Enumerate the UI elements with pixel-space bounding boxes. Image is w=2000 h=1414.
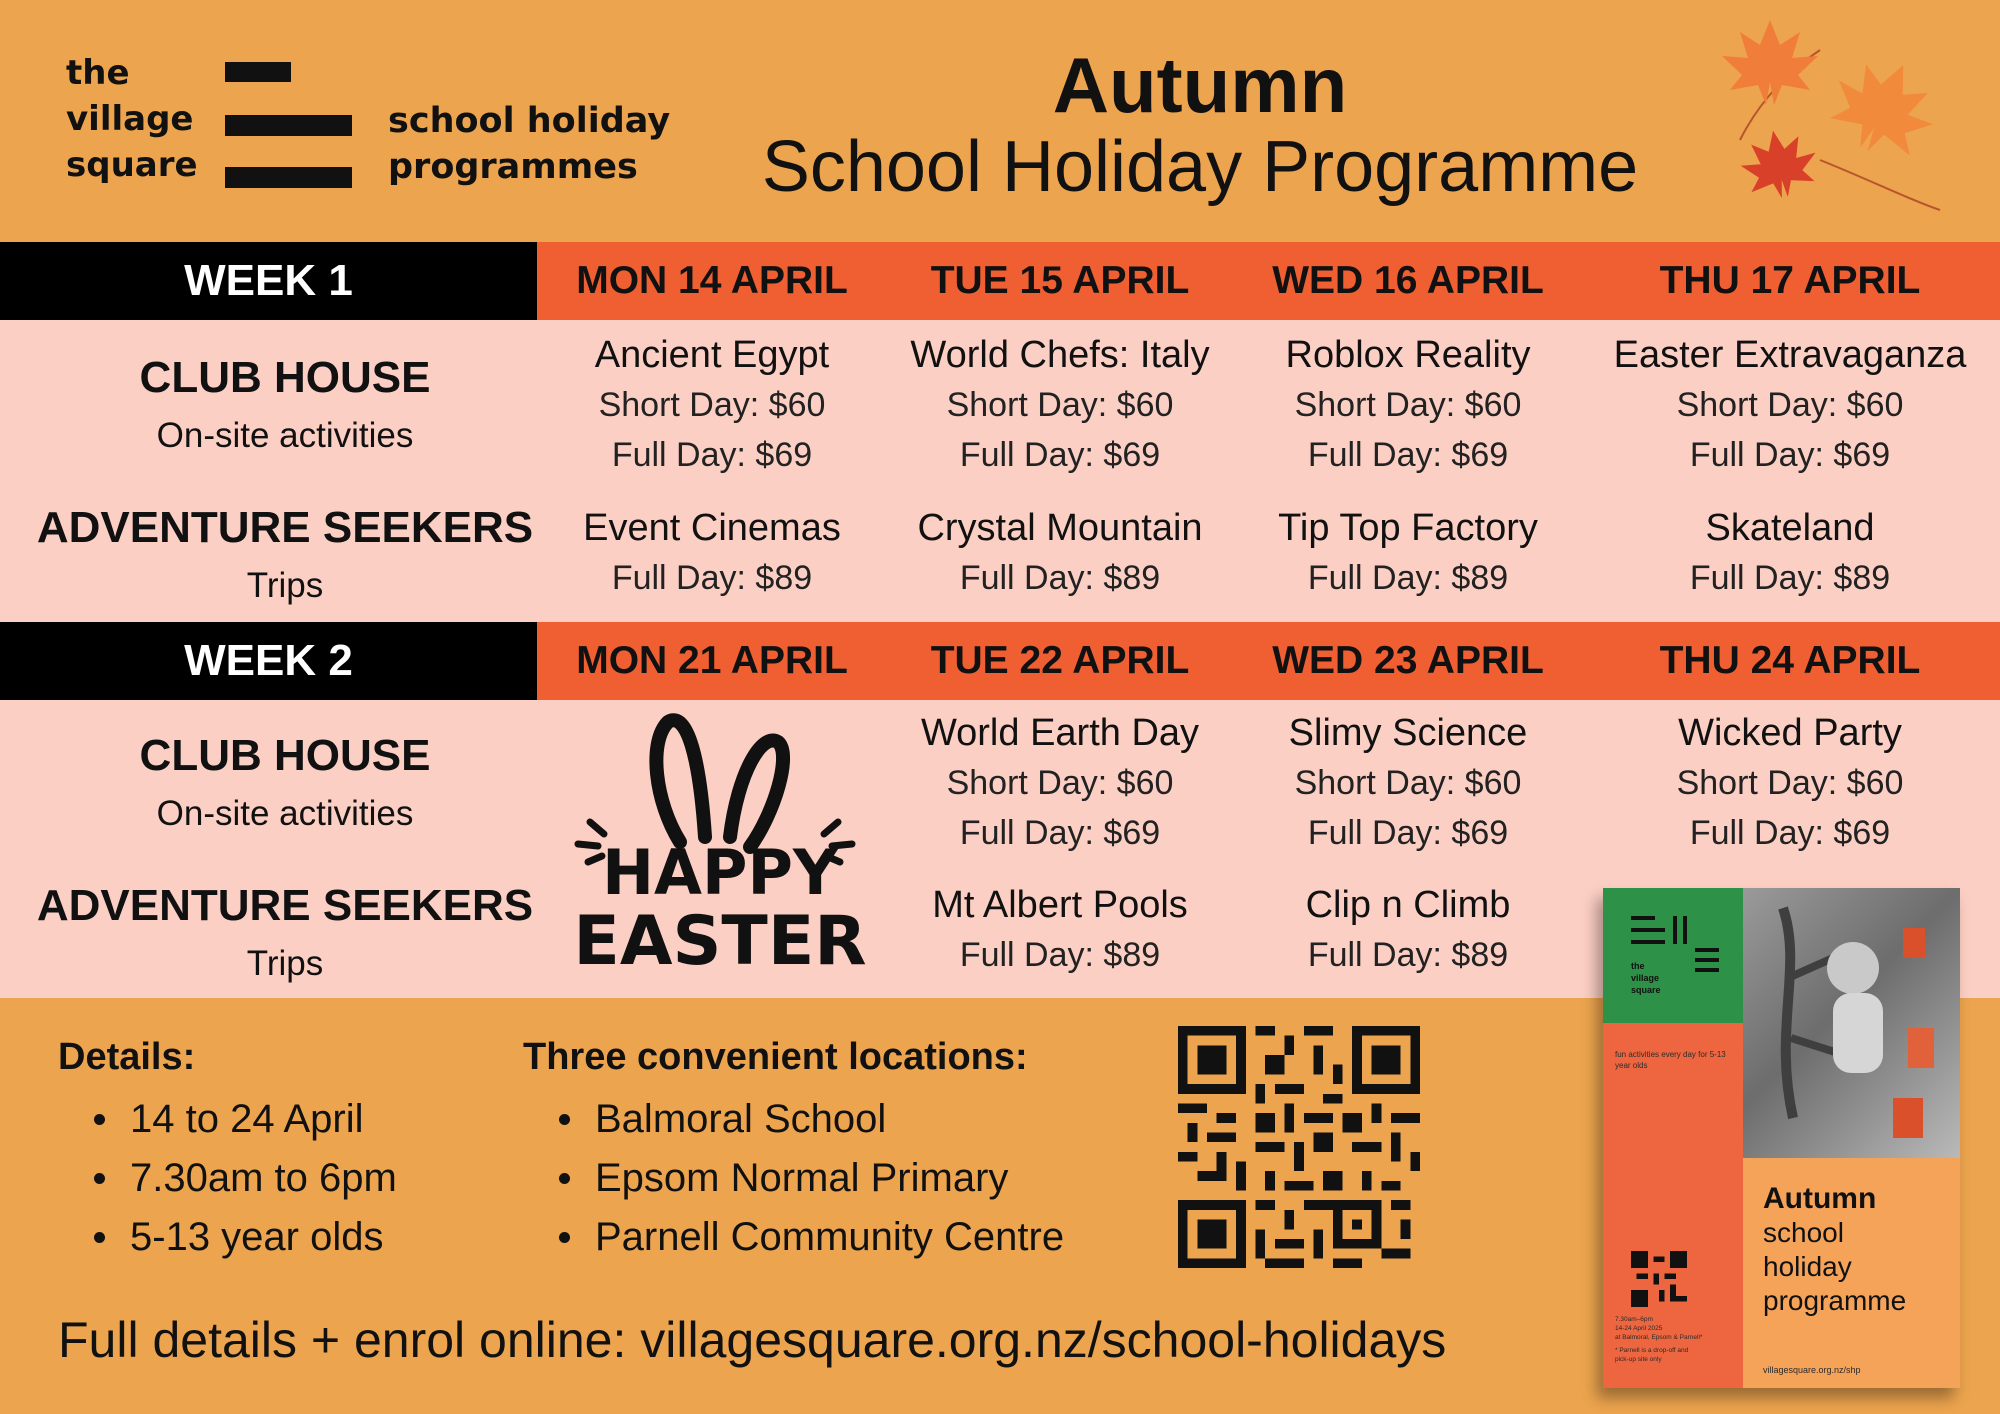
list-item bbox=[130, 1149, 397, 1208]
day-header: WED 16 APRIL bbox=[1272, 259, 1544, 302]
activity-name: Mt Albert Pools bbox=[932, 884, 1188, 926]
activity-cell bbox=[1233, 880, 1583, 980]
poster-fine-line: pick-up site only bbox=[1615, 1356, 1662, 1363]
activity-name: World Earth Day bbox=[920, 712, 1200, 754]
list-item-text: Balmoral School bbox=[595, 1097, 887, 1141]
poster-subtitle bbox=[1763, 1216, 1906, 1318]
price: Short Day: $60 bbox=[1676, 386, 1904, 424]
price: Full Day: $89 bbox=[1689, 559, 1891, 597]
details-section bbox=[58, 1032, 397, 1267]
poster-logo-line: village bbox=[1631, 973, 1660, 983]
price: Full Day: $89 bbox=[1307, 936, 1509, 974]
activity-name: Tip Top Factory bbox=[1278, 507, 1538, 549]
logo-line: square bbox=[66, 145, 198, 185]
list-item-text: Epsom Normal Primary bbox=[595, 1156, 1009, 1200]
qr-code-icon bbox=[1178, 1026, 1420, 1268]
row-title: CLUB HOUSE bbox=[139, 353, 431, 402]
activity-cell bbox=[1233, 708, 1583, 858]
price: Short Day: $60 bbox=[946, 386, 1174, 424]
poster-logo-line: square bbox=[1631, 985, 1661, 995]
poster-title: Autumn bbox=[1763, 1182, 1877, 1215]
list-item-text: 7.30am to 6pm bbox=[130, 1156, 397, 1200]
enrol-link[interactable]: Full details + enrol online: villagesquare.org.nz/school-holidays bbox=[58, 1312, 1447, 1368]
poster-subtitle-line: school bbox=[1763, 1217, 1844, 1248]
maple-leaf-icon bbox=[1700, 10, 1960, 220]
locations-section bbox=[523, 1032, 1064, 1267]
price: Short Day: $60 bbox=[598, 386, 826, 424]
activity-cell bbox=[1233, 503, 1583, 603]
row-subtitle: On-site activities bbox=[156, 416, 414, 455]
row-subtitle: Trips bbox=[246, 944, 324, 983]
locations-heading: Three convenient locations: bbox=[523, 1036, 1028, 1078]
logo-line: the bbox=[66, 53, 130, 93]
list-item-text: Parnell Community Centre bbox=[595, 1215, 1065, 1259]
activity-cell bbox=[1600, 708, 1980, 858]
activity-cell bbox=[885, 503, 1235, 603]
list-item bbox=[595, 1090, 1064, 1149]
activity-name: Wicked Party bbox=[1678, 712, 1902, 754]
price: Full Day: $69 bbox=[959, 436, 1161, 474]
activity-cell bbox=[885, 708, 1235, 858]
price: Short Day: $60 bbox=[1294, 764, 1522, 802]
day-header: MON 21 APRIL bbox=[576, 639, 848, 682]
poster-fine-print bbox=[1615, 1315, 1739, 1364]
activity-name: Easter Extravaganza bbox=[1613, 334, 1967, 376]
price: Full Day: $69 bbox=[959, 814, 1161, 852]
poster-fine-line: 14-24 April 2025 bbox=[1615, 1325, 1663, 1332]
logo-tagline bbox=[388, 98, 670, 190]
page-subtitle: School Holiday Programme bbox=[761, 127, 1639, 207]
row-title: CLUB HOUSE bbox=[139, 731, 431, 780]
page-title: Autumn bbox=[1052, 41, 1348, 129]
logo-line: village bbox=[66, 99, 194, 139]
activity-name: Event Cinemas bbox=[583, 507, 841, 549]
poster-right-block bbox=[1743, 1158, 1960, 1388]
details-list bbox=[130, 1090, 397, 1267]
logo-bar bbox=[225, 115, 352, 136]
price: Short Day: $60 bbox=[946, 764, 1174, 802]
poster-fine-line: at Balmoral, Epsom & Parnell* bbox=[1615, 1334, 1703, 1341]
day-header: THU 24 APRIL bbox=[1659, 639, 1921, 682]
price: Short Day: $60 bbox=[1294, 386, 1522, 424]
row-subtitle: Trips bbox=[246, 566, 324, 605]
price: Full Day: $69 bbox=[1307, 436, 1509, 474]
activity-name: Crystal Mountain bbox=[917, 507, 1203, 549]
row-title: ADVENTURE SEEKERS bbox=[36, 881, 534, 930]
poster-logo-line: the bbox=[1631, 961, 1645, 971]
poster-fine-line: 7.30am–6pm bbox=[1615, 1316, 1653, 1323]
price: Full Day: $89 bbox=[959, 936, 1161, 974]
day-header: THU 17 APRIL bbox=[1659, 259, 1921, 302]
activity-cell bbox=[885, 880, 1235, 980]
row-subtitle: On-site activities bbox=[156, 794, 414, 833]
poster-logo-text bbox=[1631, 960, 1661, 996]
day-header: TUE 22 APRIL bbox=[930, 639, 1190, 682]
easter-art-text: EASTER bbox=[573, 902, 867, 974]
activity-name: Ancient Egypt bbox=[594, 334, 830, 376]
row-title: ADVENTURE SEEKERS bbox=[36, 503, 534, 552]
activity-name: World Chefs: Italy bbox=[910, 334, 1210, 376]
locations-list bbox=[595, 1090, 1064, 1267]
day-header: TUE 15 APRIL bbox=[930, 259, 1190, 302]
activity-cell bbox=[1600, 503, 1980, 603]
activity-name: Skateland bbox=[1705, 507, 1875, 549]
logo-wordmark bbox=[66, 50, 198, 188]
logo-bar bbox=[225, 62, 291, 82]
activity-cell bbox=[537, 330, 887, 480]
day-header: MON 14 APRIL bbox=[576, 259, 848, 302]
activity-name: Roblox Reality bbox=[1285, 334, 1531, 376]
list-item bbox=[595, 1149, 1064, 1208]
programme-poster bbox=[1603, 888, 1960, 1388]
poster-url: villagesquare.org.nz/shp bbox=[1763, 1365, 1861, 1375]
activity-name: Clip n Climb bbox=[1305, 884, 1511, 926]
price: Full Day: $69 bbox=[1689, 814, 1891, 852]
easter-art-text: HAPPY bbox=[602, 836, 838, 909]
poster-blurb: fun activities every day for 5-13 year olds bbox=[1615, 1050, 1726, 1070]
poster-fine-line: * Parnell is a drop-off and bbox=[1615, 1347, 1689, 1354]
poster-subtitle-line: programme bbox=[1763, 1285, 1907, 1316]
qr-code-icon bbox=[1631, 1251, 1687, 1307]
price: Full Day: $89 bbox=[1307, 559, 1509, 597]
price: Full Day: $69 bbox=[1307, 814, 1509, 852]
price: Full Day: $89 bbox=[611, 559, 813, 597]
week-label: WEEK 1 bbox=[0, 242, 537, 320]
week-label: WEEK 2 bbox=[0, 622, 537, 700]
tagline-line: school holiday bbox=[388, 101, 671, 141]
activity-cell bbox=[1600, 330, 1980, 480]
list-item bbox=[130, 1208, 397, 1267]
price: Full Day: $89 bbox=[959, 559, 1161, 597]
list-item-text: 5-13 year olds bbox=[130, 1215, 384, 1259]
activity-cell bbox=[537, 503, 887, 603]
list-item-text: 14 to 24 April bbox=[130, 1097, 364, 1141]
price: Short Day: $60 bbox=[1676, 764, 1904, 802]
price: Full Day: $69 bbox=[1689, 436, 1891, 474]
details-heading: Details: bbox=[58, 1036, 196, 1078]
activity-cell bbox=[885, 330, 1235, 480]
list-item bbox=[130, 1090, 397, 1149]
activity-cell bbox=[1233, 330, 1583, 480]
tagline-line: programmes bbox=[388, 147, 638, 187]
list-item bbox=[595, 1208, 1064, 1267]
bunny-ears-icon bbox=[570, 712, 870, 974]
poster-subtitle-line: holiday bbox=[1763, 1251, 1852, 1282]
logo-bar bbox=[225, 167, 352, 188]
poster-left-block bbox=[1603, 1023, 1743, 1388]
activity-name: Slimy Science bbox=[1288, 712, 1528, 754]
poster-logo-block bbox=[1603, 888, 1743, 1023]
day-header: WED 23 APRIL bbox=[1272, 639, 1544, 682]
price: Full Day: $69 bbox=[611, 436, 813, 474]
poster-photo bbox=[1743, 888, 1960, 1158]
